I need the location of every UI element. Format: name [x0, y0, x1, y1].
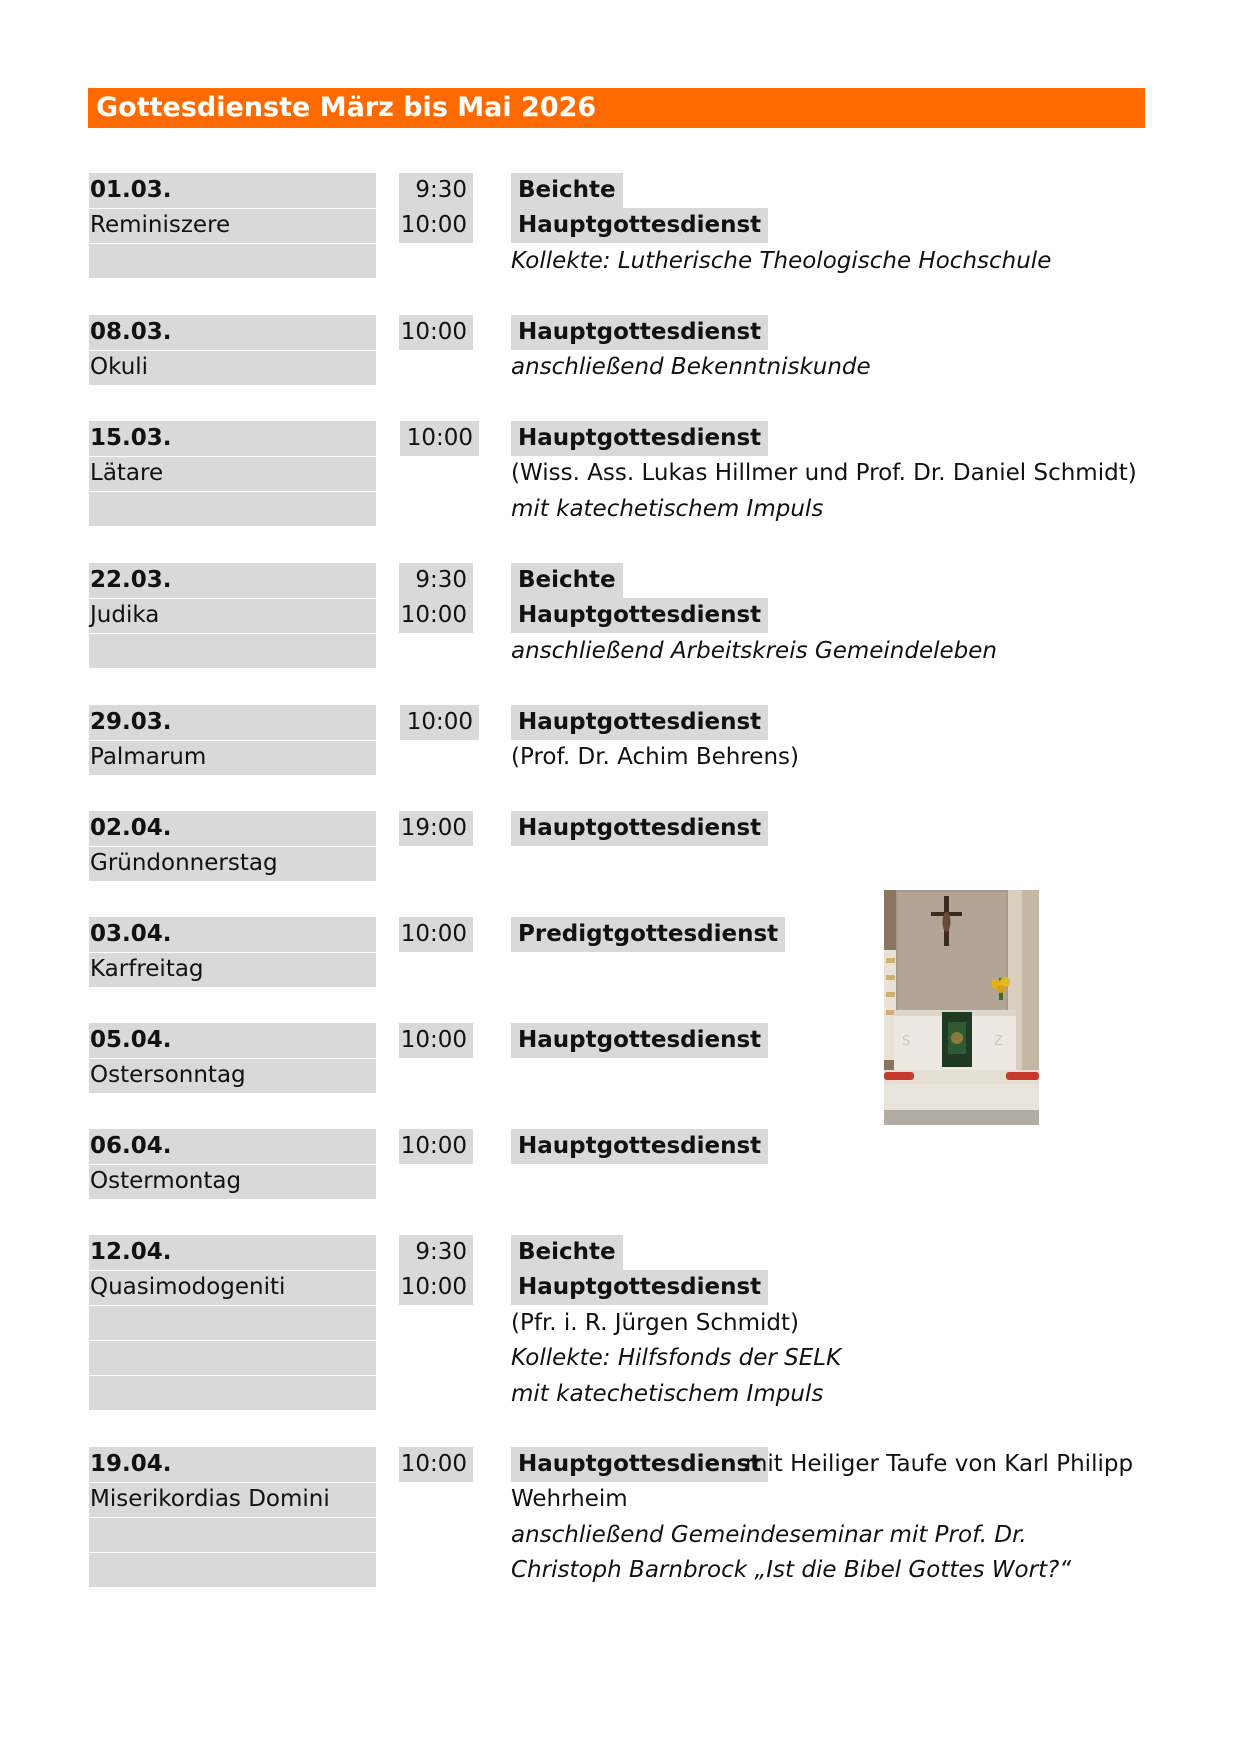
entry-date: 19.04.: [90, 1451, 172, 1477]
entry-note: (Prof. Dr. Achim Behrens): [511, 744, 799, 770]
entry-note: mit katechetischem Impuls: [511, 1381, 824, 1407]
entry-time: 19:00: [399, 811, 473, 846]
entry-note: anschließend Gemeindeseminar mit Prof. Dr.: [511, 1522, 1027, 1548]
entry-time: 10:00: [400, 705, 479, 740]
entry-note: (Pfr. i. R. Jürgen Schmidt): [511, 1310, 799, 1336]
entry-inline-note: mit Heiliger Taufe von Karl Philipp: [745, 1451, 1134, 1477]
entry-day: Palmarum: [90, 744, 207, 770]
entry-time: 9:30: [399, 173, 473, 208]
entry-note: anschließend Bekenntniskunde: [511, 354, 871, 380]
entry-time: 10:00: [399, 315, 473, 350]
entry-time: 10:00: [399, 1023, 473, 1058]
entry-note: Kollekte: Lutherische Theologische Hochschule: [511, 248, 1052, 274]
entry-note: Christoph Barnbrock „Ist die Bibel Gottes Wort?“: [511, 1557, 1072, 1583]
entry-time: 10:00: [399, 598, 473, 633]
service-type: Hauptgottesdienst: [511, 208, 768, 243]
entry-note: mit katechetischem Impuls: [511, 496, 824, 522]
entry-time: 9:30: [399, 563, 473, 598]
service-type: Hauptgottesdienst: [511, 315, 768, 350]
service-type: Hauptgottesdienst: [511, 705, 768, 740]
service-type: Hauptgottesdienst: [511, 1129, 768, 1164]
service-type: Beichte: [511, 563, 623, 598]
entry-time: 10:00: [399, 208, 473, 243]
entry-day: Gründonnerstag: [90, 850, 278, 876]
entry-date: 15.03.: [90, 425, 172, 451]
entry-time: 10:00: [399, 1129, 473, 1164]
service-type: Beichte: [511, 1235, 623, 1270]
entry-note: anschließend Arbeitskreis Gemeindeleben: [511, 638, 997, 664]
entry-date: 12.04.: [90, 1239, 172, 1265]
svg-text:S: S: [902, 1034, 911, 1049]
entry-note: (Wiss. Ass. Lukas Hillmer und Prof. Dr. Daniel Schmidt): [511, 460, 1137, 486]
entry-date: 05.04.: [90, 1027, 172, 1053]
service-type: Predigtgottesdienst: [511, 917, 785, 952]
entry-day: Ostermontag: [90, 1168, 242, 1194]
service-type: Beichte: [511, 173, 623, 208]
entry-day: Miserikordias Domini: [90, 1486, 330, 1512]
page-title: Gottesdienste März bis Mai 2026: [88, 88, 1145, 128]
entry-date: 01.03.: [90, 177, 172, 203]
entry-date: 06.04.: [90, 1133, 172, 1159]
service-type: Hauptgottesdienst: [511, 598, 768, 633]
entry-time: 9:30: [399, 1235, 473, 1270]
service-type: Hauptgottesdienst: [511, 1447, 768, 1482]
entry-note: Wehrheim: [511, 1486, 628, 1512]
entry-time: 10:00: [400, 421, 479, 456]
entry-day: Lätare: [90, 460, 164, 486]
entry-day: Judika: [90, 602, 160, 628]
entry-date: 29.03.: [90, 709, 172, 735]
svg-text:Z: Z: [994, 1034, 1003, 1049]
entry-time: 10:00: [399, 1447, 473, 1482]
service-type: Hauptgottesdienst: [511, 1023, 768, 1058]
entry-date: 22.03.: [90, 567, 172, 593]
entry-day: Ostersonntag: [90, 1062, 246, 1088]
entry-date: 02.04.: [90, 815, 172, 841]
entry-date: 08.03.: [90, 319, 172, 345]
entry-day: Okuli: [90, 354, 149, 380]
entry-day: Quasimodogeniti: [90, 1274, 286, 1300]
entry-time: 10:00: [399, 1270, 473, 1305]
entry-date: 03.04.: [90, 921, 172, 947]
entry-day: Karfreitag: [90, 956, 204, 982]
altar-photo: [884, 890, 1039, 1125]
service-type: Hauptgottesdienst: [511, 811, 768, 846]
entry-time: 10:00: [399, 917, 473, 952]
service-type: Hauptgottesdienst: [511, 1270, 768, 1305]
service-type: Hauptgottesdienst: [511, 421, 768, 456]
entry-day: Reminiszere: [90, 212, 231, 238]
entry-note: Kollekte: Hilfsfonds der SELK: [511, 1345, 842, 1371]
